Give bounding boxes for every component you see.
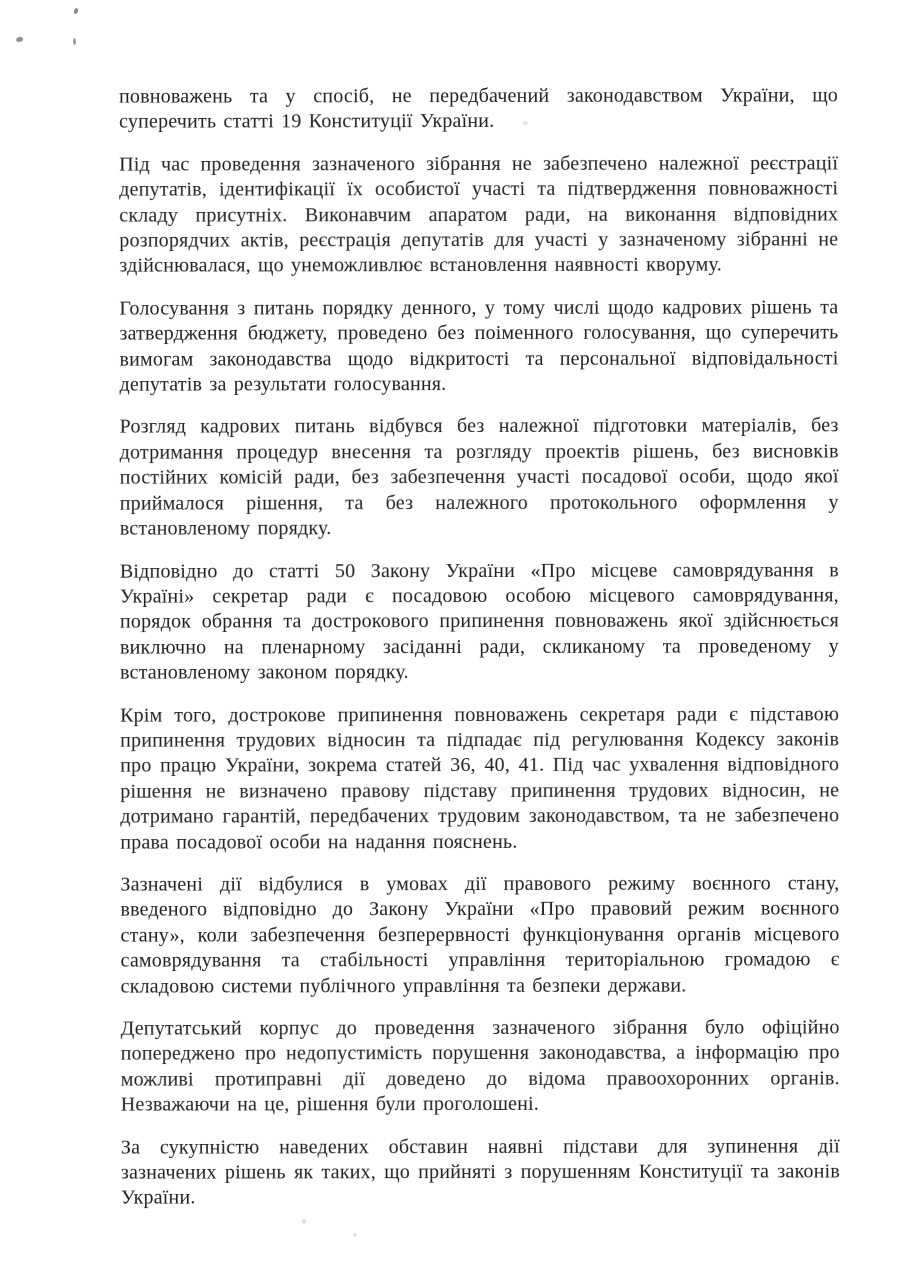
paragraph-labor-code: Крім того, дострокове припинення повноважень секретаря ради є підставою припинення трудових відносин та підпадає під регулювання Кодексу законів про працю України, зокрема статей 36, 40, 41. Під час ухвалення відповідного рішення не визначено правову підставу припинення трудових відносин, не дотримано гарантій, передбачених трудовим законодавством, та не забезпечено права посадової особи на надання пояснень.: [120, 702, 840, 854]
paragraph-warning: Депутатський корпус до проведення зазначеного зібрання було офіційно попереджено про недопустимість порушення законодавства, а інформацію про можливі протиправні дії доведено до відома правоохоронних органів. Незважаючи на це, рішення були проголошені.: [120, 1016, 840, 1116]
scan-speckle: [73, 38, 76, 45]
paragraph-article-50: Відповідно до статті 50 Закону України «Про місцеве самоврядування в Україні» секретар ради є посадовою особою місцевого самоврядування, порядок обрання та дострокового припинення повноважень якої здійснюється виключно на пленарному засіданні ради, скликаному та проведеному у встановленому законом порядку.: [119, 558, 840, 684]
scan-speckle: [15, 36, 23, 43]
paragraph-registration: Під час проведення зазначеного зібрання не забезпечено належної реєстрації депутатів, ідентифікації їх особистої участі та підтвердження повноважності складу присутніх. Виконавчим апаратом ради, на виконання відповідних розпорядчих актів, реєстрація депутатів для участі у зазначеному зібранні не здійснювалася, що унеможливлює встановлення наявності кворуму.: [119, 152, 839, 278]
paragraph-voting: Голосування з питань порядку денного, у тому числі щодо кадрових рішень та затвердження бюджету, проведено без поіменного голосування, що суперечить вимогам законодавства щодо відкритості та персональної відповідальності депутатів за результати голосування.: [119, 296, 839, 396]
paragraph-conclusion: За сукупністю наведених обставин наявні підстави для зупинення дії зазначених рішень як таких, що прийняті з порушенням Конституції та законів України.: [120, 1134, 840, 1210]
paragraph-continuation: повноважень та у спосіб, не передбачений законодавством України, що суперечить статті 19 Конституції України.: [119, 84, 839, 134]
document-text-block: [119, 83, 840, 1211]
scan-speckle: [353, 1233, 357, 1237]
scan-speckle: [302, 1219, 306, 1224]
paragraph-personnel-review: Розгляд кадрових питань відбувся без належної підготовки матеріалів, без дотримання процедур внесення та розгляду проектів рішень, без висновків постійних комісій ради, без забезпечення участі посадової особи, щодо якої приймалося рішення, та без належного протокольного оформлення у встановленому порядку.: [119, 414, 839, 540]
scan-speckle: [73, 7, 79, 14]
paragraph-martial-law: Зазначені дії відбулися в умовах дії правового режиму воєнного стану, введеного відповідно до Закону України «Про правовий режим воєнного стану», коли забезпечення безперервності функціонування органів місцевого самоврядування та стабільності управління територіальною громадою є складовою системи публічного управління та безпеки держави.: [120, 872, 840, 998]
